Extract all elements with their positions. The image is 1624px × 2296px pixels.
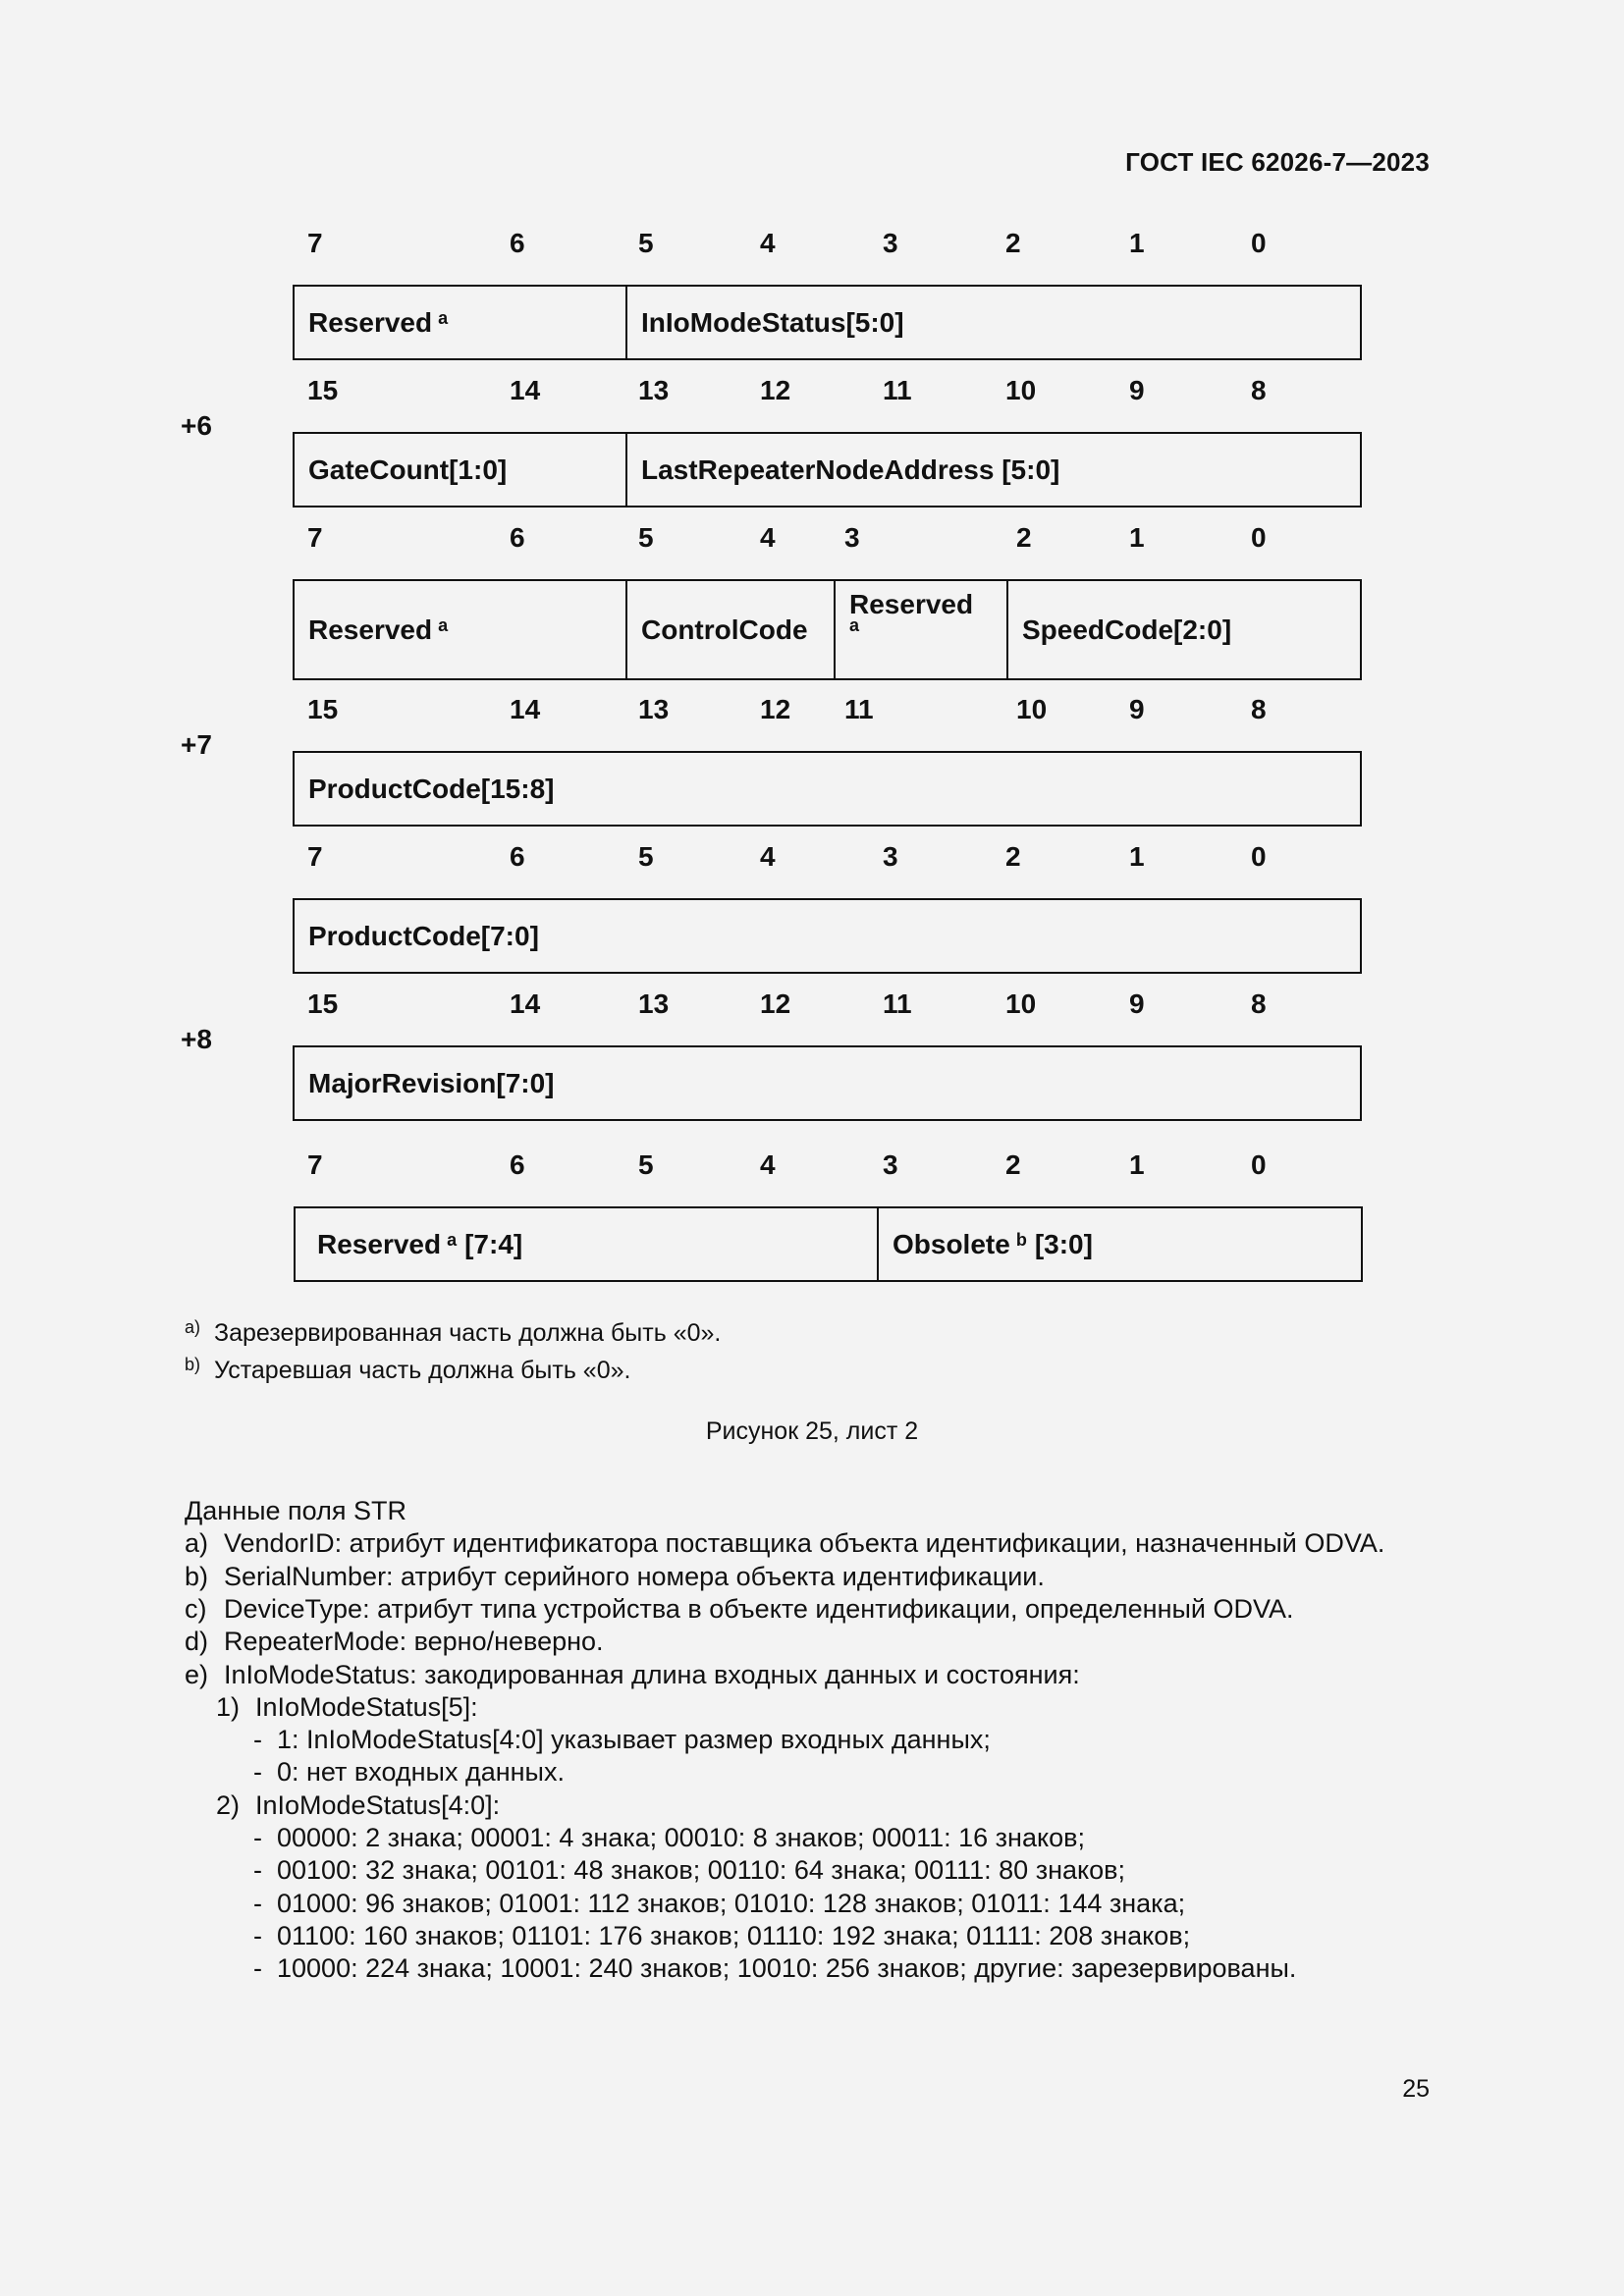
list-label: d) [185, 1627, 209, 1657]
footnote-b: $^{b)}$ Устаревшая часть должна быть «0». [185, 1355, 631, 1384]
page-number: 25 [1402, 2075, 1430, 2103]
offset-label: +7 [181, 729, 212, 760]
register-row-inio [293, 285, 1362, 360]
register-row-major-revision [293, 1045, 1362, 1121]
bit-number: 8 [1251, 988, 1267, 1019]
bit-number: 7 [307, 228, 323, 258]
list-label: - [253, 1823, 262, 1852]
bit-number: 4 [760, 228, 776, 258]
field-speed-code: SpeedCode[2:0] [1006, 581, 1360, 678]
list-text: 01000: 96 знаков; 01001: 112 знаков; 01010: 128 знаков; 01011: 144 знака; [277, 1888, 1186, 1918]
bit-number: 12 [760, 988, 791, 1019]
list-text: VendorID: атрибут идентификатора поставщика объекта идентификации, назначенный ODVA. [224, 1528, 1385, 1559]
dash-item [253, 1756, 565, 1789]
list-label: - [253, 1920, 262, 1950]
bit-number: 1 [1129, 228, 1145, 258]
bit-number: 3 [883, 1149, 898, 1180]
bit-number: 0 [1251, 228, 1267, 258]
field-reserved: Reserved $^a$ [308, 614, 449, 645]
bit-number: 7 [307, 1149, 323, 1180]
list-item [185, 1593, 1294, 1626]
register-row-obsolete [294, 1206, 1363, 1282]
field-inio-mode-status: InIoModeStatus[5:0] [625, 287, 1360, 358]
bit-number: 4 [760, 841, 776, 872]
bit-number: 14 [510, 988, 541, 1019]
dash-item [253, 1724, 991, 1756]
field-gate-count: GateCount[1:0] [308, 454, 508, 485]
figure-caption: Рисунок 25, лист 2 [705, 1417, 919, 1445]
list-text: DeviceType: атрибут типа устройства в объекте идентификации, определенный ODVA. [224, 1593, 1294, 1624]
bit-number: 15 [307, 988, 339, 1019]
list-text: RepeaterMode: верно/неверно. [224, 1627, 604, 1657]
bit-number: 12 [760, 375, 791, 405]
bit-number: 13 [638, 375, 670, 405]
bit-number: 14 [510, 694, 541, 724]
dash-item [253, 1822, 1085, 1854]
body-intro: Данные поля STR [185, 1496, 406, 1525]
bit-number: 3 [883, 228, 898, 258]
bit-number: 15 [307, 375, 339, 405]
list-text: InIoModeStatus[4:0]: [255, 1789, 501, 1820]
bit-number: 5 [638, 1149, 654, 1180]
bit-number: 11 [883, 375, 912, 405]
bit-number: 6 [510, 522, 525, 553]
dash-item [253, 1920, 1190, 1952]
bit-number: 6 [510, 841, 525, 872]
list-label: - [253, 1888, 262, 1918]
list-text: 1: InIoModeStatus[4:0] указывает размер входных данных; [277, 1725, 991, 1755]
bit-number: 10 [1005, 988, 1037, 1019]
bit-number: 12 [760, 694, 791, 724]
bit-number: 2 [1005, 228, 1021, 258]
list-text: InIoModeStatus: закодированная длина входных данных и состояния: [224, 1659, 1080, 1689]
list-text: InIoModeStatus[5]: [255, 1691, 478, 1722]
field-reserved-7-4: Reserved $^a$ [7:4] [317, 1228, 523, 1259]
field-major-revision: MajorRevision[7:0] [308, 1067, 555, 1098]
bit-number: 1 [1129, 522, 1145, 553]
bit-number: 5 [638, 522, 654, 553]
field-control-code: ControlCode [625, 581, 834, 678]
list-item [185, 1561, 1045, 1593]
bit-number: 2 [1016, 522, 1032, 553]
bit-number: 14 [510, 375, 541, 405]
list-text: 00000: 2 знака; 00001: 4 знака; 00010: 8 знаков; 00011: 16 знаков; [277, 1823, 1085, 1852]
bit-number: 13 [638, 988, 670, 1019]
bit-number: 11 [844, 694, 874, 724]
bit-number: 1 [1129, 1149, 1145, 1180]
field-last-repeater-node-address: LastRepeaterNodeAddress [5:0] [625, 434, 1360, 506]
list-label: - [253, 1725, 262, 1755]
bit-number: 4 [760, 1149, 776, 1180]
bit-number: 5 [638, 841, 654, 872]
list-item [185, 1626, 604, 1658]
bit-number: 3 [844, 522, 860, 553]
list-text: 0: нет входных данных. [277, 1757, 565, 1788]
offset-label: +6 [181, 410, 212, 441]
bit-number: 3 [883, 841, 898, 872]
bit-number: 9 [1129, 375, 1145, 405]
field-obsolete-3-0: Obsolete $^b$ [3:0] [877, 1208, 1361, 1280]
bit-number: 7 [307, 522, 323, 553]
offset-label: +8 [181, 1024, 212, 1054]
sub-list-item [216, 1691, 478, 1724]
list-label: - [253, 1953, 262, 1984]
list-text: 10000: 224 знака; 10001: 240 знаков; 10010: 256 знаков; другие: зарезервированы. [277, 1953, 1297, 1984]
field-reserved: Reserved $^a$ [308, 306, 449, 338]
list-text: 00100: 32 знака; 00101: 48 знаков; 00110: 64 знака; 00111: 80 знаков; [277, 1855, 1125, 1886]
bit-number: 2 [1005, 1149, 1021, 1180]
bit-number: 0 [1251, 841, 1267, 872]
bit-number: 5 [638, 228, 654, 258]
list-label: e) [185, 1659, 209, 1689]
list-label: a) [185, 1528, 209, 1559]
sub-list-item [216, 1789, 500, 1822]
bit-number: 8 [1251, 694, 1267, 724]
list-label: 2) [216, 1789, 241, 1820]
list-label: - [253, 1855, 262, 1886]
list-text: SerialNumber: атрибут серийного номера объекта идентификации. [224, 1561, 1045, 1591]
bit-number: 0 [1251, 1149, 1267, 1180]
list-text: 01100: 160 знаков; 01101: 176 знаков; 01110: 192 знака; 01111: 208 знаков; [277, 1920, 1191, 1950]
list-label: b) [185, 1561, 209, 1591]
bit-number: 10 [1005, 375, 1037, 405]
bit-number: 7 [307, 841, 323, 872]
field-product-code-low: ProductCode[7:0] [308, 920, 539, 951]
register-row-product-low [293, 898, 1362, 974]
bit-number: 6 [510, 228, 525, 258]
bit-number: 8 [1251, 375, 1267, 405]
bit-number: 11 [883, 988, 912, 1019]
list-label: c) [185, 1593, 207, 1624]
list-item [185, 1659, 1080, 1691]
bit-number: 6 [510, 1149, 525, 1180]
register-row-product-high [293, 751, 1362, 827]
bit-number: 15 [307, 694, 339, 724]
list-label: - [253, 1757, 262, 1788]
document-header: ГОСТ IEC 62026-7—2023 [1125, 147, 1430, 177]
dash-item [253, 1888, 1185, 1920]
field-product-code-high: ProductCode[15:8] [308, 773, 555, 804]
dash-item [253, 1952, 1296, 1985]
field-reserved-small: Reserved a [834, 581, 1006, 678]
footnote-a: $^{a)}$ Зарезервированная часть должна быть «0». [185, 1317, 722, 1347]
bit-number: 1 [1129, 841, 1145, 872]
register-row-gate [293, 432, 1362, 507]
bit-number: 9 [1129, 988, 1145, 1019]
dash-item [253, 1854, 1125, 1887]
list-label: 1) [216, 1691, 241, 1722]
bit-number: 9 [1129, 694, 1145, 724]
bit-number: 10 [1016, 694, 1048, 724]
bit-number: 2 [1005, 841, 1021, 872]
bit-number: 4 [760, 522, 776, 553]
bit-number: 13 [638, 694, 670, 724]
bit-number: 0 [1251, 522, 1267, 553]
list-item [185, 1527, 1384, 1560]
register-row-control [293, 579, 1362, 680]
